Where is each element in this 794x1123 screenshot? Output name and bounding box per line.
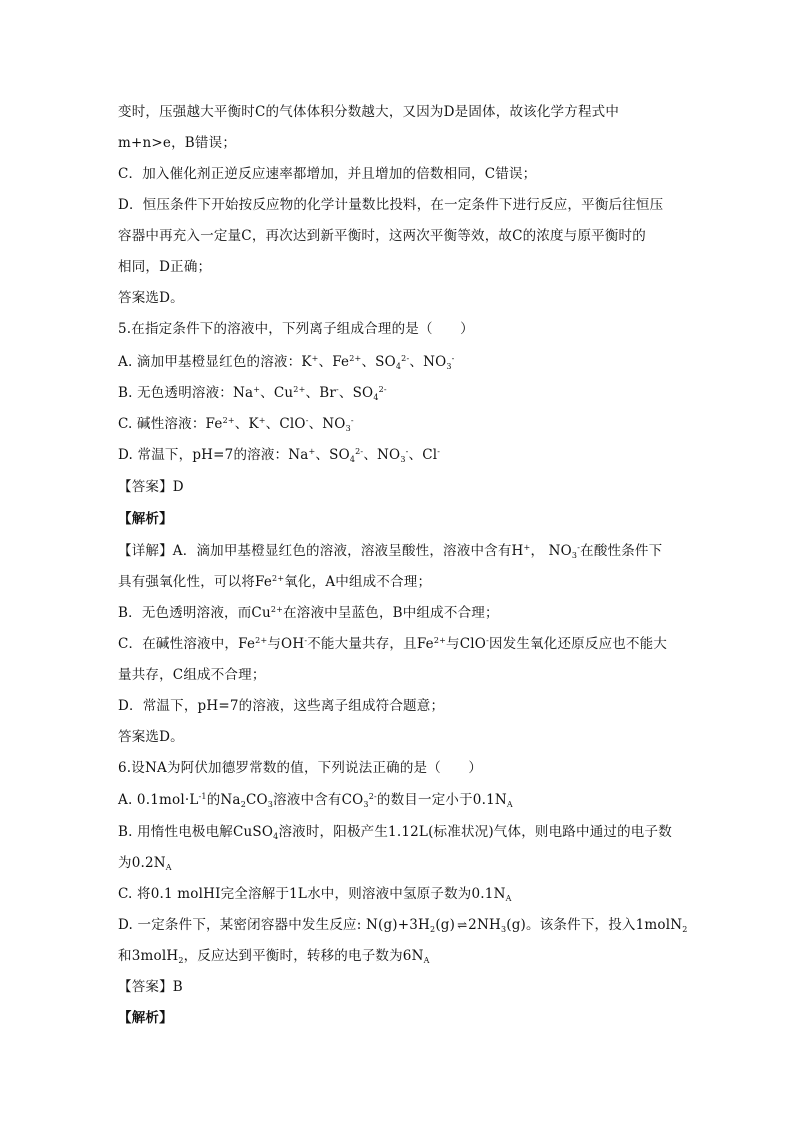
text-line: 答案选D。 (118, 290, 184, 306)
q6-option-d: D. 一定条件下，某密闭容器中发生反应: $N(g)+3H_2(g)$ ⇌ $2NH_3(g)$。该条件下，投入1molN$_2$ (118, 917, 688, 934)
q5-option-a: A. 滴加甲基橙显红色的溶液：K+、$Fe^{2+}$、$SO_4^{2-}$、$NO_3^-$ (118, 354, 455, 371)
text-line: D．恒压条件下开始按反应物的化学计量数比投料，在一定条件下进行反应，平衡后往恒压 (118, 197, 664, 213)
equilibrium-arrow-icon: ⇌ (457, 918, 467, 932)
q5-option-d: D. 常温下，pH=7的溶液：Na+、$SO_4^{2-}$、$NO_3^-$、Cl- (118, 447, 441, 464)
q6-option-b-cont: 为$0.2N_A$ (118, 855, 172, 872)
q5-answer: 【答案】D (118, 479, 184, 495)
text-line: C．加入催化剂正逆反应速率都增加，并且增加的倍数相同，C错误； (118, 166, 537, 182)
text-line: m+n>e，B错误； (118, 135, 237, 151)
q6-option-d-cont: 和3molH$_2$，反应达到平衡时，转移的电子数为$6N_A$ (118, 948, 430, 965)
q6-analysis-heading: 【解析】 (118, 1010, 173, 1026)
q5-conclusion: 答案选D。 (118, 729, 184, 745)
question-5-stem: 5.在指定条件下的溶液中，下列离子组成合理的是（ ） (118, 321, 474, 337)
q5-detail-line: 量共存，C组成不合理； (118, 667, 266, 683)
text-line: 变时，压强越大平衡时C的气体体积分数越大，又因为D是固体，故该化学方程式中 (118, 104, 620, 120)
q5-detail-line: C．在碱性溶液中，$Fe^{2+}$与OH-不能大量共存，且$Fe^{2+}$与ClO-因发生氧化还原反应也不能大 (118, 636, 668, 652)
q6-option-c: C. 将0.1 molHI完全溶解于1L水中，则溶液中氢原子数为$0.1N_A$ (118, 886, 512, 903)
q5-detail-line: D．常温下，pH=7的溶液，这些离子组成符合题意； (118, 698, 445, 714)
q5-option-b: B. 无色透明溶液：Na+、$Cu^{2+}$、Br-、$SO_4^{2-}$ (118, 385, 387, 402)
text-line: 相同，D正确； (118, 259, 212, 275)
q5-detail-line: 具有强氧化性，可以将$Fe^{2+}$氧化，A中组成不合理； (118, 574, 432, 590)
question-6-stem: 6.设NA为阿伏加德罗常数的值，下列说法正确的是（ ） (118, 760, 483, 776)
q5-option-c: C. 碱性溶液：$Fe^{2+}$、K+、ClO-、$NO_3^-$ (118, 416, 354, 433)
q6-option-b: B. 用惰性电极电解CuSO$_4$溶液时，阳极产生1.12L(标准状况)气体，则电路中通过的电子数 (118, 824, 672, 841)
q5-analysis-heading: 【解析】 (118, 511, 173, 527)
q5-detail-line: B．无色透明溶液，而$Cu^{2+}$在溶液中呈蓝色，B中组成不合理； (118, 605, 499, 621)
q6-answer: 【答案】B (118, 979, 183, 995)
q6-option-a: A. $0.1mol\cdot L^{-1}$的$Na_2CO_3$溶液中含有$CO_3^{2-}$的数目一定小于$0.1N_A$ (118, 792, 513, 809)
q5-detail-line: 【详解】A．滴加甲基橙显红色的溶液，溶液呈酸性，溶液中含有H+， $NO_3^-$在酸性条件下 (118, 543, 663, 560)
text-line: 容器中再充入一定量C，再次达到新平衡时，这两次平衡等效，故C的浓度与原平衡时的 (118, 228, 646, 244)
